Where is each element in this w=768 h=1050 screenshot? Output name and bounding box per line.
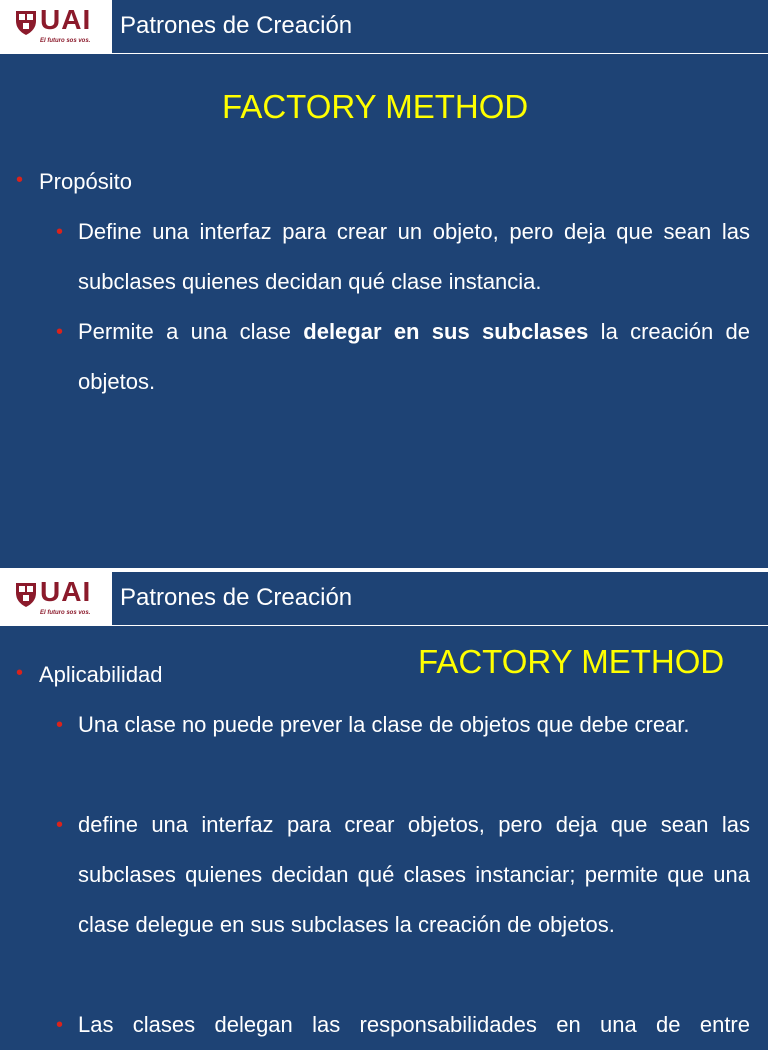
slide-2 xyxy=(0,572,768,1037)
header-divider xyxy=(112,625,768,626)
slide-title: FACTORY METHOD xyxy=(222,88,529,125)
bullet-text-rich xyxy=(78,307,750,407)
bullet-bold: delegar en sus subclases xyxy=(303,319,589,344)
uai-logo xyxy=(0,572,112,626)
list-item xyxy=(56,207,750,307)
logo-text: UAI xyxy=(40,576,92,607)
slide-header xyxy=(0,572,768,626)
list-item xyxy=(56,1000,750,1050)
list-item xyxy=(56,307,750,407)
section-label: Propósito xyxy=(39,169,132,194)
bullet-prefix: Permite a una clase xyxy=(78,319,304,344)
bullet-suffix: la creación de objetos. xyxy=(78,319,751,394)
logo-tagline: El futuro sos vos. xyxy=(40,610,91,616)
list-item xyxy=(56,700,750,750)
uai-logo xyxy=(0,0,112,54)
header-title: Patrones de Creación xyxy=(120,12,353,39)
bullet-text: • Las clases delegan las responsabilidades en una de entre xyxy=(78,1012,750,1037)
slide-header xyxy=(0,0,768,54)
section-label: Aplicabilidad xyxy=(39,662,163,687)
slide-title: FACTORY METHOD xyxy=(418,643,725,680)
logo-text: UAI xyxy=(40,4,92,35)
bullet-text: • Define una interfaz para crear un objeto, pero deja que sean las subclases quienes decidan qué clase instancia. xyxy=(78,219,750,294)
header-title: Patrones de Creación xyxy=(120,584,353,611)
bullet-text: • Una clase no puede prever la clase de objetos que debe crear. xyxy=(78,712,690,737)
list-item xyxy=(56,800,750,950)
logo-tagline: El futuro sos vos. xyxy=(40,38,91,44)
header-divider xyxy=(112,53,768,54)
bullet-text: • define una interfaz para crear objetos, pero deja que sean las subclases quienes decidan qué clases instanciar; permite que una clase delegue en sus subclases la creación de objetos. xyxy=(78,812,750,937)
